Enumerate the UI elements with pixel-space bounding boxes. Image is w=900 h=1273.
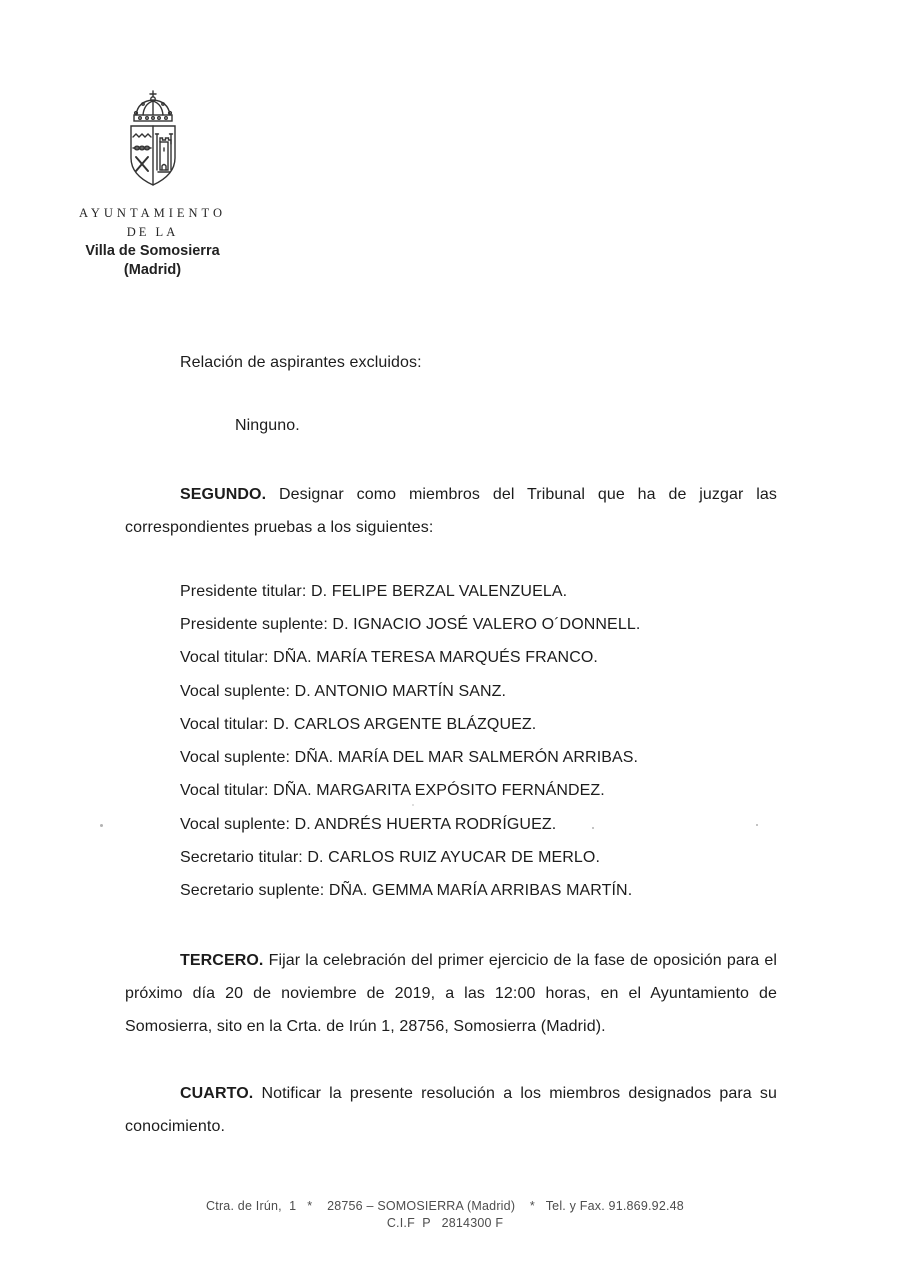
cuarto-line1-text: Notificar la presente resolución a los miembros designados para su	[261, 1085, 777, 1102]
scan-artifact-dot	[592, 827, 594, 829]
coat-of-arms-icon	[122, 90, 184, 194]
tercero-keyword: TERCERO.	[180, 952, 264, 969]
list-item: Vocal titular: D. CARLOS ARGENTE BLÁZQUEZ.	[180, 716, 537, 733]
list-item: Vocal suplente: D. ANTONIO MARTÍN SANZ.	[180, 683, 507, 700]
tercero-paragraph-line1	[125, 950, 777, 972]
footer-address-line: Ctra. de Irún, 1 * 28756 – SOMOSIERRA (Madrid) * Tel. y Fax. 91.869.92.48	[206, 1199, 684, 1213]
segundo-line1-text: Designar como miembros del Tribunal que ha de juzgar las	[278, 486, 777, 503]
list-item: Vocal suplente: D. ANDRÉS HUERTA RODRÍGUEZ.	[180, 816, 557, 833]
excluded-none-line: Ninguno.	[235, 417, 300, 434]
footer-cif-line: C.I.F P 2814300 F	[386, 1216, 504, 1230]
tercero-paragraph-line2: próximo día 20 de noviembre de 2019, a las 12:00 horas, en el Ayuntamiento de	[125, 985, 777, 1002]
cuarto-paragraph-line1	[125, 1083, 777, 1105]
list-item: Presidente titular: D. FELIPE BERZAL VALENZUELA.	[180, 583, 568, 600]
org-name-line1: AYUNTAMIENTO	[79, 206, 226, 220]
list-item: Secretario suplente: DÑA. GEMMA MARÍA ARRIBAS MARTÍN.	[180, 882, 633, 899]
list-item: Secretario titular: D. CARLOS RUIZ AYUCAR DE MERLO.	[180, 849, 601, 866]
list-item: Vocal titular: DÑA. MARÍA TERESA MARQUÉS FRANCO.	[180, 649, 598, 666]
scan-artifact-dot	[412, 804, 414, 806]
cuarto-paragraph-line2: conocimiento.	[125, 1118, 226, 1135]
org-name-line3: Villa de Somosierra	[85, 243, 220, 259]
letterhead	[70, 90, 235, 280]
tercero-paragraph-line3: Somosierra, sito en la Crta. de Irún 1, 28756, Somosierra (Madrid).	[125, 1018, 606, 1035]
tercero-line1-text: Fijar la celebración del primer ejercicio de la fase de oposición para el	[268, 952, 777, 969]
cuarto-keyword: CUARTO.	[180, 1085, 254, 1102]
scan-artifact-dot	[756, 824, 758, 826]
list-item: Presidente suplente: D. IGNACIO JOSÉ VALERO O´DONNELL.	[180, 616, 641, 633]
segundo-paragraph-line1	[125, 484, 777, 506]
org-name-line4: (Madrid)	[123, 262, 182, 278]
segundo-keyword: SEGUNDO.	[180, 486, 267, 503]
excluded-applicants-heading: Relación de aspirantes excluidos:	[180, 354, 422, 371]
list-item: Vocal suplente: DÑA. MARÍA DEL MAR SALMERÓN ARRIBAS.	[180, 749, 639, 766]
list-item: Vocal titular: DÑA. MARGARITA EXPÓSITO FERNÁNDEZ.	[180, 782, 605, 799]
org-name-line2: DE LA	[126, 225, 179, 239]
scan-artifact-dot	[100, 824, 103, 827]
segundo-paragraph-line2: correspondientes pruebas a los siguientes:	[125, 519, 434, 536]
